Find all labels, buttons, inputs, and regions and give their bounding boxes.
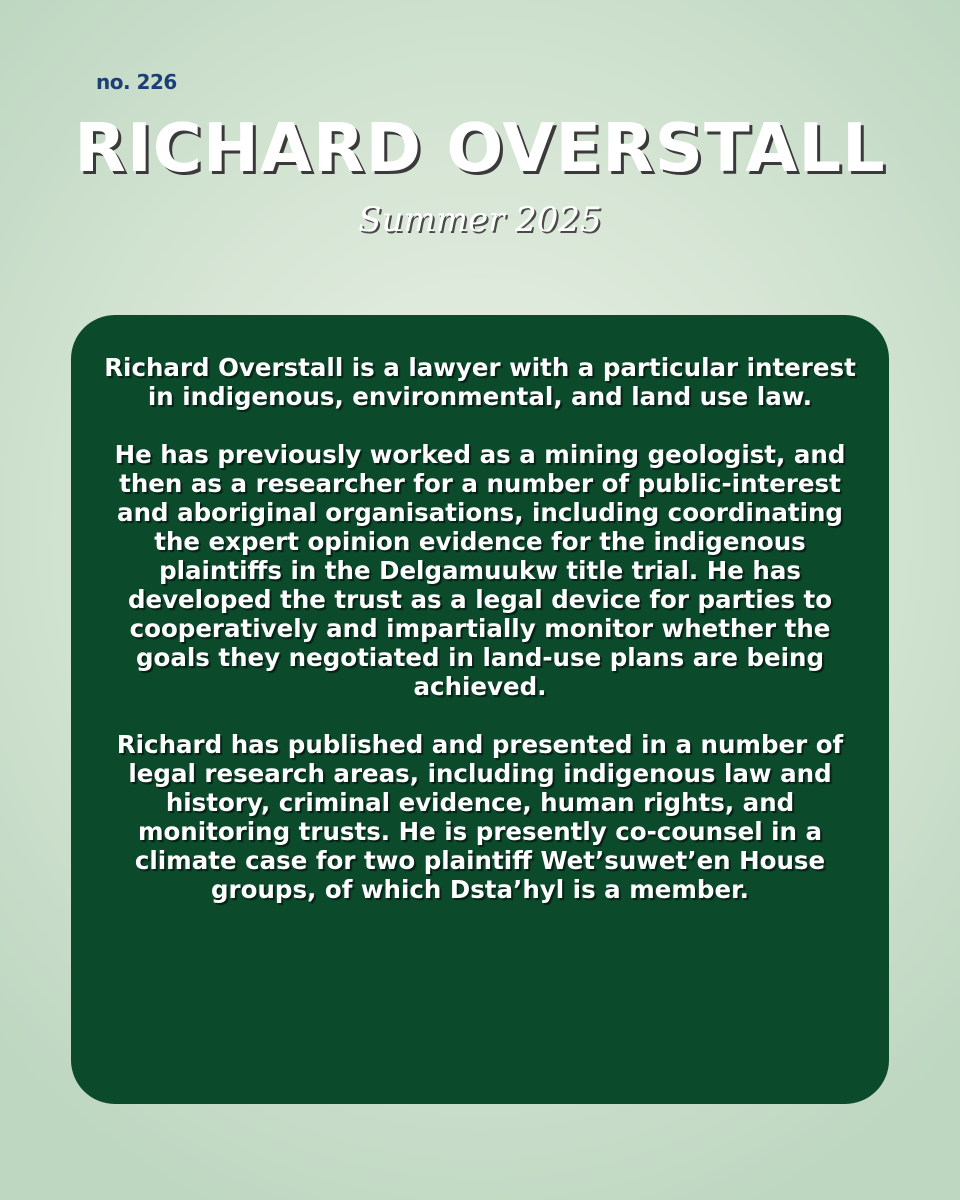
bio-paragraph-intro: Richard Overstall is a lawyer with a particular interest in indigenous, environmental, and land use law. — [104, 353, 856, 411]
bio-paragraph-career: He has previously worked as a mining geologist, and then as a researcher for a number of public-interest and aboriginal organisations, including coordinating the expert opinion evidence for the indigenous plaintiffs in the Delgamuukw title trial. He has developed the trust as a legal device for parties to cooperatively and impartially monitor whether the goals they negotiated in land-use plans are being achieved. — [114, 440, 846, 701]
page-title: RICHARD OVERSTALL — [74, 109, 886, 187]
issue-number: no. 226 — [96, 70, 177, 94]
season-subtitle: Summer 2025 — [358, 200, 602, 240]
bio-paragraph-research: Richard has published and presented in a number of legal research areas, including indigenous law and history, criminal evidence, human rights, and monitoring trusts. He is presently co-counsel in a climate case for two plaintiff Wet’suwet’en House groups, of which Dsta’hyl is a member. — [116, 730, 844, 904]
bio-card — [71, 315, 889, 1104]
